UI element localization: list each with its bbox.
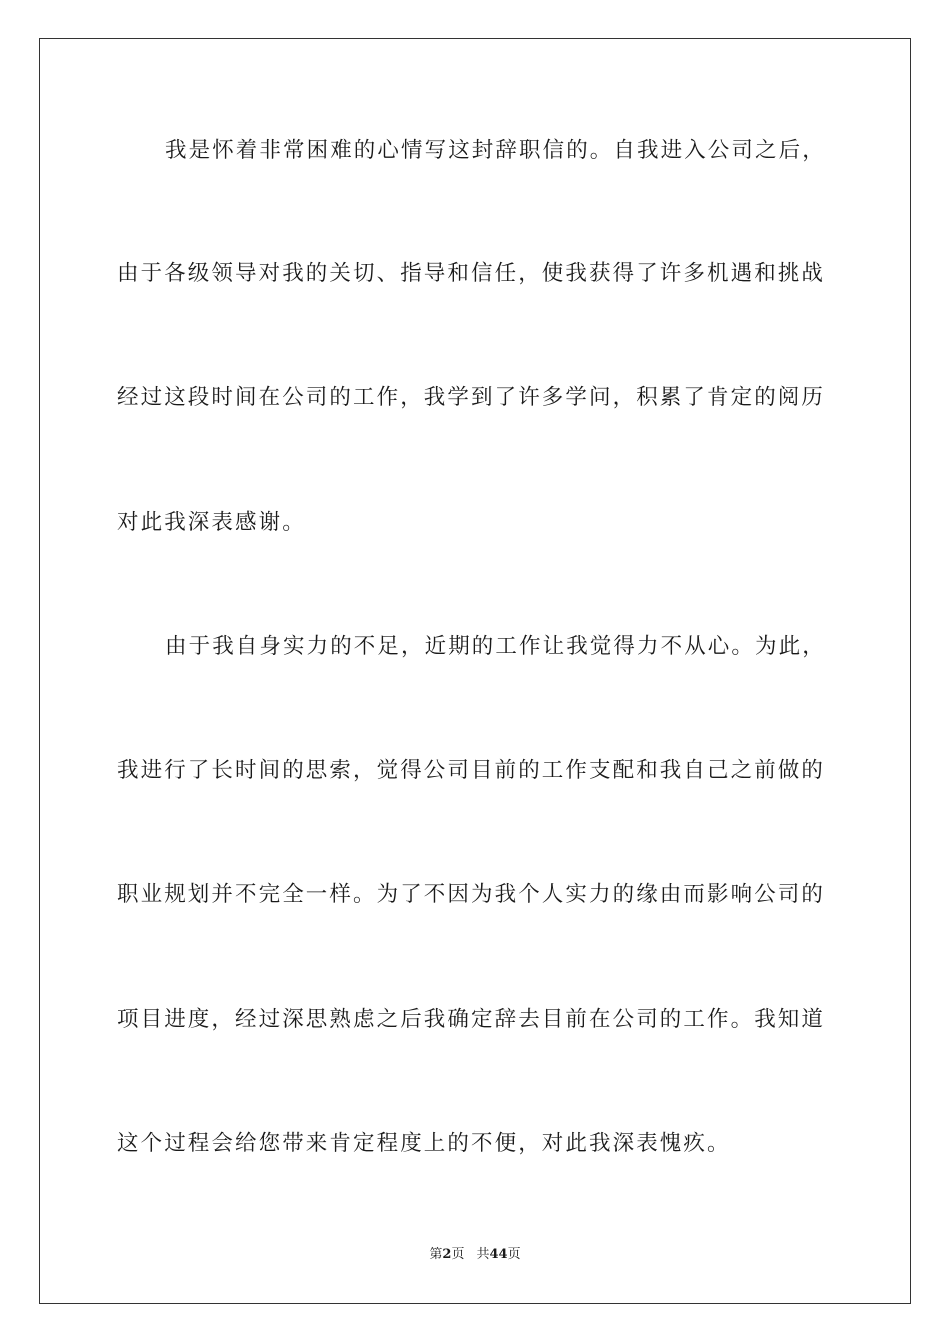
page-border (39, 38, 911, 1304)
page-prefix: 第 (429, 1247, 443, 1262)
paragraph-2-line-4: 项目进度，经过深思熟虑之后我确定辞去目前在公司的工作。我知道 (117, 1007, 826, 1032)
page-number: 2 (442, 1247, 452, 1262)
paragraph-2-line-1: 由于我自身实力的不足，近期的工作让我觉得力不从心。为此， (165, 634, 826, 659)
page-footer (0, 1246, 950, 1264)
paragraph-1-line-3: 经过这段时间在公司的工作，我学到了许多学问，积累了肯定的阅历 (117, 385, 826, 410)
page-suffix: 页 (451, 1247, 465, 1262)
paragraph-1-line-1: 我是怀着非常困难的心情写这封辞职信的。自我进入公司之后， (165, 138, 826, 163)
paragraph-1-line-2: 由于各级领导对我的关切、指导和信任，使我获得了许多机遇和挑战 (117, 261, 826, 286)
paragraph-2-line-5: 这个过程会给您带来肯定程度上的不便，对此我深表愧疚。 (117, 1131, 731, 1156)
paragraph-1-line-4: 对此我深表感谢。 (117, 510, 306, 535)
paragraph-2-line-3: 职业规划并不完全一样。为了不因为我个人实力的缘由而影响公司的 (117, 882, 826, 907)
total-pages: 44 (489, 1247, 508, 1262)
total-suffix: 页 (507, 1247, 521, 1262)
paragraph-2-line-2: 我进行了长时间的思索，觉得公司目前的工作支配和我自己之前做的 (117, 758, 826, 783)
total-prefix: 共 (476, 1247, 490, 1262)
